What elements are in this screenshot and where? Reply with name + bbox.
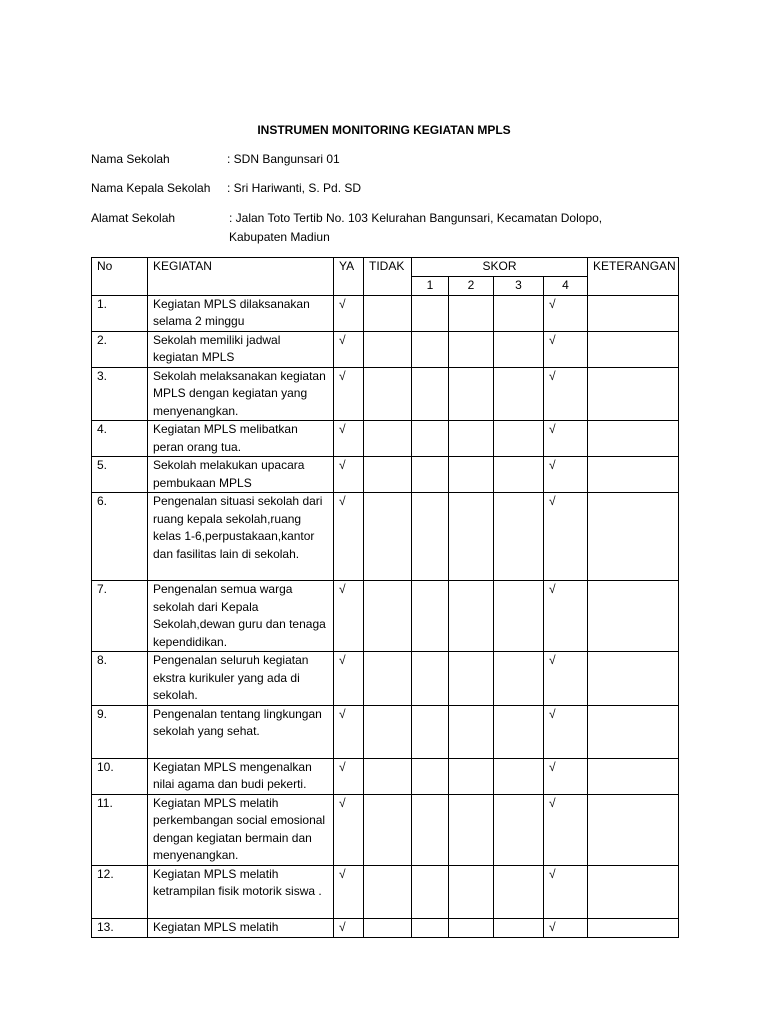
row-score-3 (494, 457, 544, 493)
table-row (92, 705, 679, 758)
row-tidak (364, 493, 412, 581)
row-score-1 (412, 295, 449, 331)
row-no: 5. (92, 457, 148, 493)
row-score-4-check: √ (544, 581, 588, 652)
row-kegiatan: Pengenalan seluruh kegiatan ekstra kurikuler yang ada di sekolah. (148, 652, 334, 706)
row-keterangan (588, 421, 679, 457)
row-score-3 (494, 581, 544, 652)
row-score-3 (494, 865, 544, 918)
header-row-1 (92, 258, 679, 277)
row-score-4-check: √ (544, 367, 588, 421)
row-ya-check: √ (334, 918, 364, 937)
row-tidak (364, 865, 412, 918)
row-score-4-check: √ (544, 918, 588, 937)
row-ya-check: √ (334, 493, 364, 581)
row-kegiatan: Sekolah memiliki jadwal kegiatan MPLS (148, 331, 334, 367)
address-label: Alamat Sekolah (91, 211, 176, 225)
header-score-3: 3 (494, 277, 544, 296)
table-row (92, 581, 679, 652)
table-row (92, 652, 679, 706)
row-no: 1. (92, 295, 148, 331)
row-kegiatan: Kegiatan MPLS mengenalkan nilai agama dan budi pekerti. (148, 758, 334, 794)
row-no: 2. (92, 331, 148, 367)
table-row (92, 421, 679, 457)
row-keterangan (588, 581, 679, 652)
row-ya-check: √ (334, 581, 364, 652)
row-score-1 (412, 758, 449, 794)
table-body (92, 295, 679, 937)
row-score-1 (412, 367, 449, 421)
row-tidak (364, 758, 412, 794)
row-ya-check: √ (334, 367, 364, 421)
document-title: INSTRUMEN MONITORING KEGIATAN MPLS (257, 123, 511, 137)
row-kegiatan: Sekolah melakukan upacara pembukaan MPLS (148, 457, 334, 493)
row-score-1 (412, 865, 449, 918)
row-no: 13. (92, 918, 148, 937)
row-no: 6. (92, 493, 148, 581)
row-ya-check: √ (334, 865, 364, 918)
row-score-1 (412, 421, 449, 457)
header-ya: YA (334, 258, 364, 296)
row-score-2 (449, 581, 494, 652)
row-keterangan (588, 652, 679, 706)
header-score-4: 4 (544, 277, 588, 296)
row-score-3 (494, 295, 544, 331)
row-no: 8. (92, 652, 148, 706)
row-score-2 (449, 865, 494, 918)
row-tidak (364, 918, 412, 937)
table-row (92, 758, 679, 794)
row-score-4-check: √ (544, 794, 588, 865)
row-score-2 (449, 652, 494, 706)
row-no: 7. (92, 581, 148, 652)
row-score-1 (412, 794, 449, 865)
row-score-2 (449, 421, 494, 457)
row-score-2 (449, 493, 494, 581)
header-score-1: 1 (412, 277, 449, 296)
row-score-2 (449, 457, 494, 493)
row-score-3 (494, 918, 544, 937)
table-row (92, 493, 679, 581)
row-tidak (364, 367, 412, 421)
row-tidak (364, 421, 412, 457)
row-no: 9. (92, 705, 148, 758)
row-ya-check: √ (334, 758, 364, 794)
header-keterangan: KETERANGAN (588, 258, 679, 296)
table-row (92, 295, 679, 331)
header-no: No (92, 258, 148, 296)
row-keterangan (588, 295, 679, 331)
row-no: 10. (92, 758, 148, 794)
row-score-3 (494, 421, 544, 457)
row-ya-check: √ (334, 295, 364, 331)
row-score-3 (494, 758, 544, 794)
row-tidak (364, 295, 412, 331)
row-score-4-check: √ (544, 421, 588, 457)
row-score-4-check: √ (544, 331, 588, 367)
row-score-1 (412, 705, 449, 758)
row-tidak (364, 457, 412, 493)
row-keterangan (588, 493, 679, 581)
row-keterangan (588, 918, 679, 937)
row-tidak (364, 581, 412, 652)
head-label: Nama Kepala Sekolah (91, 181, 211, 195)
row-score-4-check: √ (544, 758, 588, 794)
table-row (92, 367, 679, 421)
row-score-3 (494, 331, 544, 367)
table-row (92, 457, 679, 493)
row-score-1 (412, 918, 449, 937)
table-row (92, 918, 679, 937)
row-kegiatan: Kegiatan MPLS melibatkan peran orang tua. (148, 421, 334, 457)
row-ya-check: √ (334, 652, 364, 706)
table-row (92, 794, 679, 865)
row-ya-check: √ (334, 705, 364, 758)
row-score-3 (494, 705, 544, 758)
header-skor: SKOR (412, 258, 588, 277)
row-no: 4. (92, 421, 148, 457)
row-kegiatan: Pengenalan semua warga sekolah dari Kepala Sekolah,dewan guru dan tenaga kependidikan. (148, 581, 334, 652)
header-tidak: TIDAK (364, 258, 412, 296)
row-score-4-check: √ (544, 865, 588, 918)
row-score-3 (494, 493, 544, 581)
school-label: Nama Sekolah (91, 152, 170, 166)
row-keterangan (588, 865, 679, 918)
row-score-4-check: √ (544, 493, 588, 581)
row-score-2 (449, 295, 494, 331)
row-kegiatan: Kegiatan MPLS melatih perkembangan social emosional dengan kegiatan bermain dan menyenangkan. (148, 794, 334, 865)
row-ya-check: √ (334, 457, 364, 493)
row-score-1 (412, 581, 449, 652)
header-score-2: 2 (449, 277, 494, 296)
row-kegiatan: Pengenalan situasi sekolah dari ruang kepala sekolah,ruang kelas 1-6,perpustakaan,kantor dan fasilitas lain di sekolah. (148, 493, 334, 581)
row-keterangan (588, 794, 679, 865)
row-kegiatan: Pengenalan tentang lingkungan sekolah yang sehat. (148, 705, 334, 758)
table-row (92, 865, 679, 918)
row-score-2 (449, 758, 494, 794)
row-score-4-check: √ (544, 295, 588, 331)
row-tidak (364, 705, 412, 758)
row-keterangan (588, 331, 679, 367)
monitoring-table (91, 257, 679, 938)
row-score-1 (412, 457, 449, 493)
row-score-1 (412, 331, 449, 367)
row-kegiatan: Kegiatan MPLS melatih ketrampilan fisik motorik siswa . (148, 865, 334, 918)
school-value: : SDN Bangunsari 01 (227, 152, 340, 166)
row-tidak (364, 794, 412, 865)
row-tidak (364, 652, 412, 706)
row-ya-check: √ (334, 794, 364, 865)
row-no: 12. (92, 865, 148, 918)
row-score-4-check: √ (544, 457, 588, 493)
row-ya-check: √ (334, 331, 364, 367)
row-score-2 (449, 367, 494, 421)
head-value: : Sri Hariwanti, S. Pd. SD (227, 181, 362, 195)
row-ya-check: √ (334, 421, 364, 457)
row-keterangan (588, 705, 679, 758)
row-keterangan (588, 758, 679, 794)
row-score-3 (494, 794, 544, 865)
row-score-3 (494, 367, 544, 421)
row-keterangan (588, 457, 679, 493)
row-score-1 (412, 493, 449, 581)
row-score-4-check: √ (544, 705, 588, 758)
row-score-2 (449, 918, 494, 937)
row-keterangan (588, 367, 679, 421)
table-row (92, 331, 679, 367)
row-score-2 (449, 705, 494, 758)
row-score-2 (449, 794, 494, 865)
row-kegiatan: Sekolah melaksanakan kegiatan MPLS dengan kegiatan yang menyenangkan. (148, 367, 334, 421)
header-kegiatan: KEGIATAN (148, 258, 334, 296)
row-no: 11. (92, 794, 148, 865)
row-no: 3. (92, 367, 148, 421)
row-kegiatan: Kegiatan MPLS dilaksanakan selama 2 minggu (148, 295, 334, 331)
row-score-4-check: √ (544, 652, 588, 706)
row-score-1 (412, 652, 449, 706)
row-tidak (364, 331, 412, 367)
row-score-2 (449, 331, 494, 367)
row-score-3 (494, 652, 544, 706)
row-kegiatan: Kegiatan MPLS melatih (148, 918, 334, 937)
address-value: : Jalan Toto Tertib No. 103 Kelurahan Bangunsari, Kecamatan Dolopo, Kabupaten Madiun (229, 211, 603, 244)
